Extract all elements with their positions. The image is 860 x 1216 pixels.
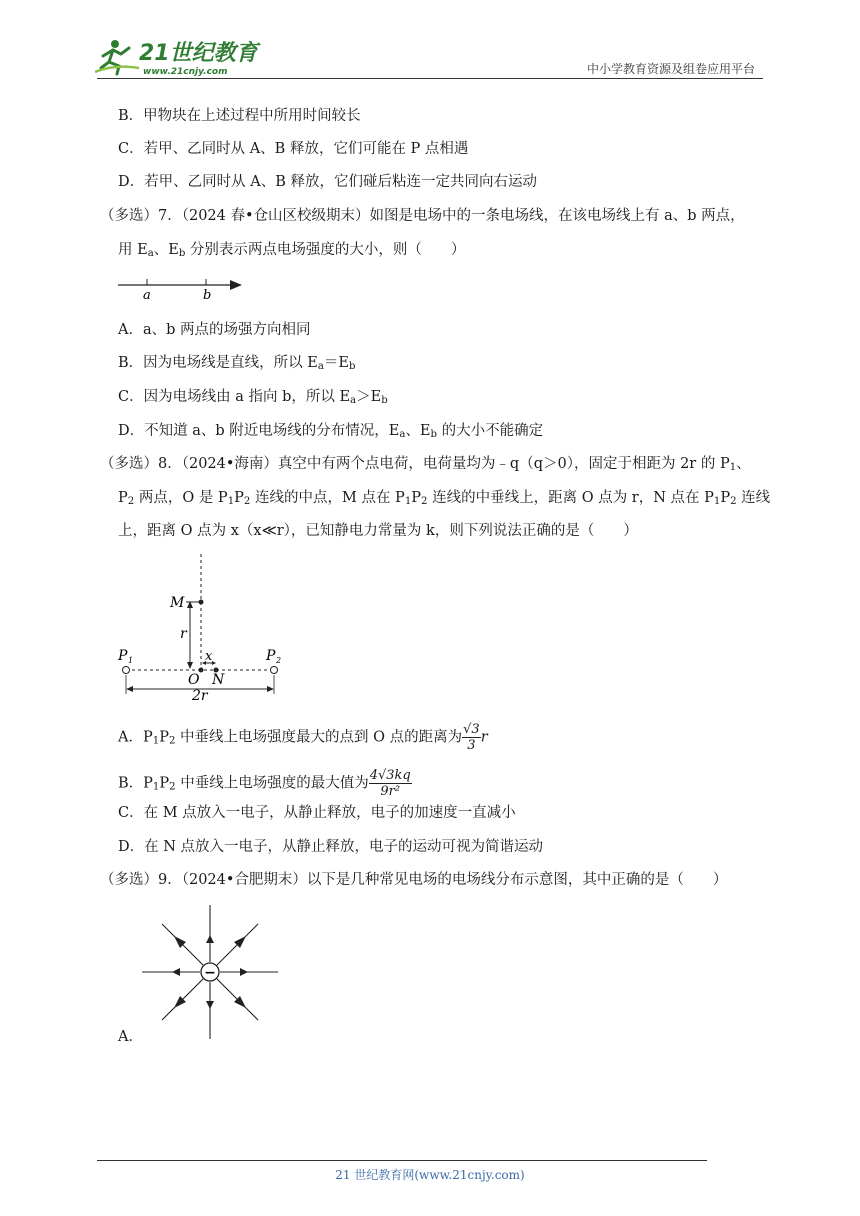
q8-stem-line1: （多选）8．（2024•海南）真空中有两个点电荷，电荷量均为﹣q（q＞0），固定于相距为 2r 的 $P_1$、 [100, 456, 751, 473]
q8-charges-figure [112, 552, 292, 706]
logo-url-text: www.21cnjy.com [143, 67, 228, 77]
q8-option-b: B．$P_1P_2$ 中垂线上电场强度的最大值为 $\frac{4√3kq}{\text{9r²}}$ [118, 768, 411, 799]
q8-label-p2: P [266, 648, 276, 664]
q8-option-a: A．$P_1P_2$ 中垂线上电场强度最大的点到 O 点的距离为 $\frac{√3}{3}$ r [118, 722, 488, 753]
q8-option-b-fraction: $\frac{4√3kq}{\text{9r²}}$ [369, 768, 411, 799]
q6-option-d: D．若甲、乙同时从 A、B 释放，它们碰后粘连一定共同向右运动 [118, 174, 537, 190]
q9-stem: （多选）9．（2024•合肥期末）以下是几种常见电场的电场线分布示意图，其中正确的是（ ） [100, 872, 728, 888]
q8-label-x: x [205, 649, 213, 664]
q8-label-p1: P [118, 648, 128, 664]
q7-label-a: a [143, 288, 151, 302]
q8-label-r: r [180, 626, 187, 642]
q7-option-c: C．因为电场线由 a 指向 b，所以 $E_a>E_b$ [118, 389, 388, 406]
header-divider [97, 78, 763, 79]
q8-stem-line3: 上，距离 O 点为 x（x≪r），已知静电力常量为 k，则下列说法正确的是（ ） [118, 523, 638, 539]
q8-label-2r: 2r [192, 688, 208, 702]
footer-divider [97, 1160, 707, 1161]
q7-option-b: B．因为电场线是直线，所以 $E_a=E_b$ [118, 355, 356, 372]
q7-field-line-figure [118, 276, 248, 306]
header-logo [95, 38, 265, 78]
q7-stem-line1: （多选）7．（2024 春•仓山区校级期末）如图是电场中的一条电场线，在该电场线上有 a、b 两点， [100, 208, 745, 224]
q7-option-d: D．不知道 a、b 附近电场线的分布情况，$E_a$、$E_b$ 的大小不能确定 [118, 423, 544, 440]
logo-main-text: 21世纪教育 [139, 41, 258, 66]
q8-label-o: O [188, 672, 200, 688]
logo-runner-icon [95, 38, 265, 78]
q8-label-p2-sub: 2 [276, 656, 282, 665]
q8-stem-line2: $P_2$ 两点，O 是 $P_1P_2$ 连线的中点，M 点在 $P_1P_2$ 连线的中垂线上，距离 O 点为 r，N 点在 $P_1P_2$ 连线 [118, 490, 771, 507]
header-platform-text: 中小学教育资源及组卷应用平台 [586, 62, 755, 76]
q7-option-a: A．a、b 两点的场强方向相同 [118, 322, 311, 338]
q6-option-c: C．若甲、乙同时从 A、B 释放，它们可能在 P 点相遇 [118, 141, 469, 157]
q8-label-n: N [212, 672, 225, 688]
q6-option-b: B．甲物块在上述过程中所用时间较长 [118, 108, 361, 124]
q8-option-d: D．在 N 点放入一电子，从静止释放，电子的运动可视为简谐运动 [118, 839, 544, 855]
q9-option-a-label: A． [118, 1029, 143, 1045]
q8-label-p1-sub: 1 [128, 656, 134, 665]
q9-option-a-figure [142, 905, 278, 1043]
footer-link[interactable]: 21 世纪教育网(www.21cnjy.com) [335, 1168, 525, 1182]
q8-label-m: M [170, 595, 185, 611]
q7-stem-line2: 用 $E_a$、$E_b$ 分别表示两点电场强度的大小，则（ ） [118, 242, 466, 259]
svg-text:−: − [204, 965, 216, 981]
q8-option-a-fraction: $\frac{√3}{3}$ [463, 722, 480, 753]
q8-option-c: C．在 M 点放入一电子，从静止释放，电子的加速度一直减小 [118, 805, 516, 821]
q7-label-b: b [203, 288, 212, 302]
